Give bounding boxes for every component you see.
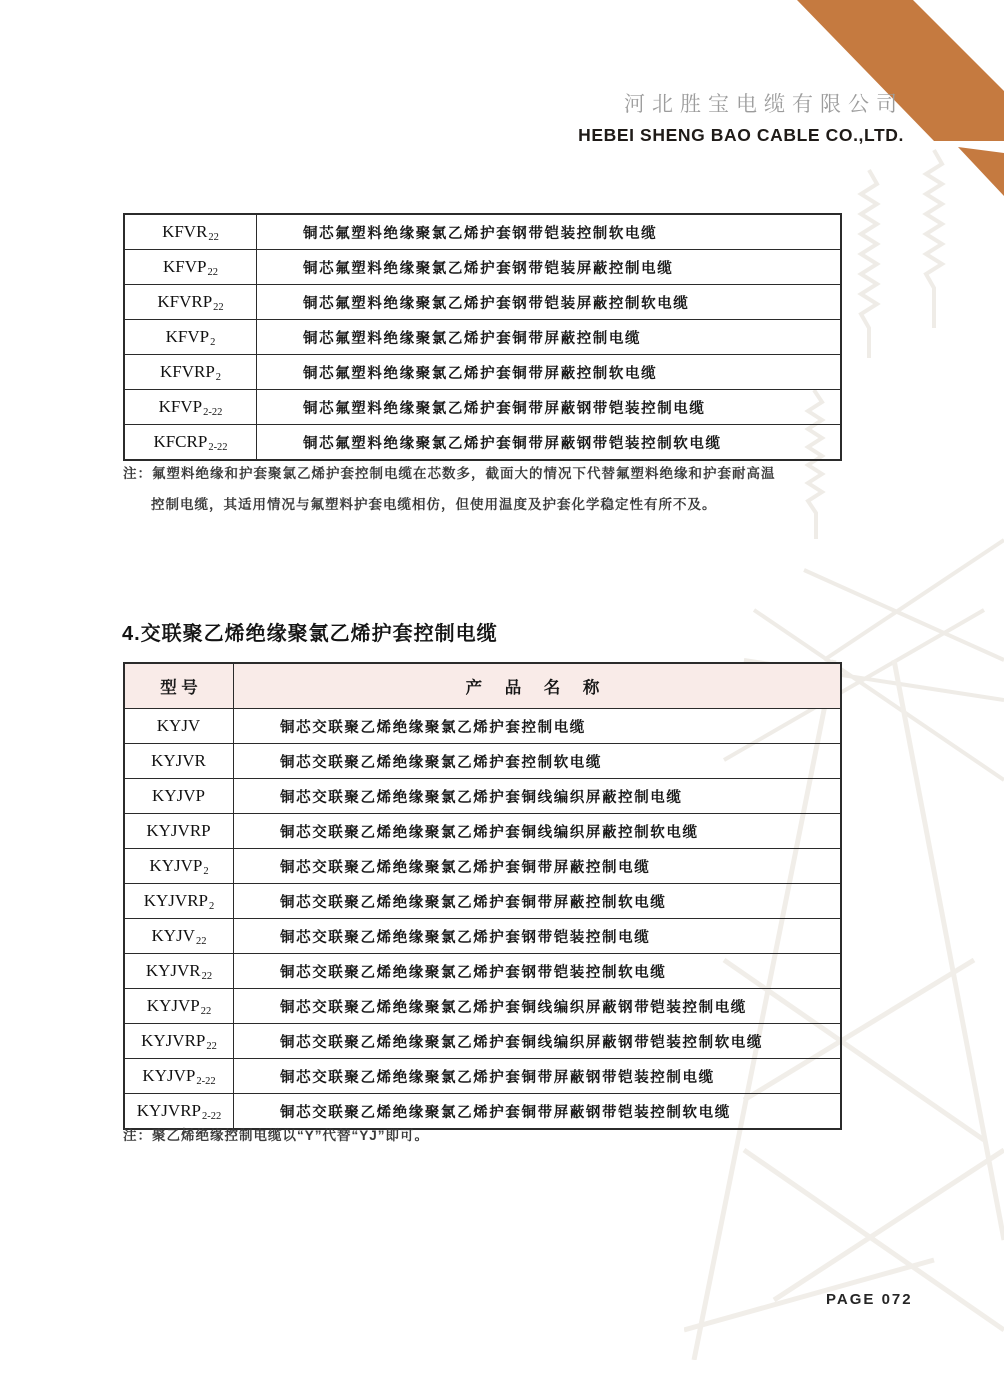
model-code-subscript: 2-22 <box>196 1075 216 1087</box>
model-code: KYJVRP <box>143 891 208 910</box>
model-code: KFVRP <box>159 362 215 381</box>
table-row <box>125 848 840 883</box>
model-code: KYJVP <box>149 856 203 875</box>
note-line-2: 控制电缆，其适用情况与氟塑料护套电缆相仿，但使用温度及护套化学稳定性有所不及。 <box>151 497 717 512</box>
table-header-row <box>125 664 840 708</box>
model-code-cell <box>125 849 234 883</box>
model-code-subscript: 22 <box>208 231 219 243</box>
model-code: KYJVP <box>146 996 200 1015</box>
model-code-cell <box>125 709 234 743</box>
table-row <box>125 1058 840 1093</box>
product-name-cell: 铜芯氟塑料绝缘聚氯乙烯护套钢带铠装控制软电缆 <box>303 225 658 242</box>
product-name-cell: 铜芯氟塑料绝缘聚氯乙烯护套钢带铠装屏蔽控制软电缆 <box>303 295 690 312</box>
model-code-subscript: 2-22 <box>203 406 223 418</box>
model-code-cell <box>125 779 234 813</box>
model-code-subscript: 22 <box>207 266 218 278</box>
table-row <box>125 918 840 953</box>
model-code-subscript: 22 <box>200 1005 212 1017</box>
table-row <box>125 743 840 778</box>
model-code-cell <box>125 1059 234 1093</box>
product-name-cell: 铜芯交联聚乙烯绝缘聚氯乙烯护套钢带铠装控制电缆 <box>280 929 651 946</box>
product-name-cell: 铜芯交联聚乙烯绝缘聚氯乙烯护套铜线编织屏蔽钢带铠装控制电缆 <box>280 999 747 1016</box>
model-code: KFCRP <box>153 432 208 451</box>
fluoroplastic-cable-table <box>123 213 842 461</box>
model-code: KYJVRP <box>141 1031 206 1050</box>
model-code: KFVP <box>158 397 203 416</box>
product-name-cell: 铜芯氟塑料绝缘聚氯乙烯护套铜带屏蔽钢带铠装控制软电缆 <box>303 435 722 452</box>
product-name-cell: 铜芯交联聚乙烯绝缘聚氯乙烯护套控制软电缆 <box>280 754 602 771</box>
xlpe-cable-table <box>123 662 842 1130</box>
table-row <box>125 215 840 249</box>
model-code-cell <box>125 884 234 918</box>
company-name-chinese: 河北胜宝电缆有限公司 <box>624 93 904 116</box>
model-code-subscript: 2-22 <box>208 441 228 453</box>
model-code: KYJVR <box>151 751 206 770</box>
model-code-cell <box>125 215 257 249</box>
table-row <box>125 1023 840 1058</box>
product-name-cell: 铜芯交联聚乙烯绝缘聚氯乙烯护套铜带屏蔽钢带铠装控制软电缆 <box>280 1104 731 1121</box>
table-row <box>125 389 840 424</box>
model-code-cell <box>125 390 257 424</box>
product-name-cell: 铜芯氟塑料绝缘聚氯乙烯护套铜带屏蔽钢带铠装控制电缆 <box>303 400 706 417</box>
table-row <box>125 249 840 284</box>
product-name-cell: 铜芯交联聚乙烯绝缘聚氯乙烯护套控制电缆 <box>280 719 586 736</box>
model-code-cell <box>125 250 257 284</box>
model-code-cell <box>125 954 234 988</box>
model-code-cell <box>125 744 234 778</box>
page-number: PAGE 072 <box>826 1291 913 1308</box>
model-code: KYJVRP <box>136 1101 201 1120</box>
table-row <box>125 813 840 848</box>
product-name-cell: 铜芯交联聚乙烯绝缘聚氯乙烯护套铜线编织屏蔽控制电缆 <box>280 789 683 806</box>
table-row <box>125 953 840 988</box>
model-code-cell <box>125 285 257 319</box>
product-name-cell: 铜芯交联聚乙烯绝缘聚氯乙烯护套钢带铠装控制软电缆 <box>280 964 667 981</box>
column-header-product-name: 产 品 名 称 <box>465 679 609 697</box>
table-row <box>125 708 840 743</box>
table1-note <box>123 458 776 520</box>
model-code-subscript: 22 <box>201 970 213 982</box>
model-code-subscript: 2-22 <box>202 1110 222 1122</box>
product-name-cell: 铜芯交联聚乙烯绝缘聚氯乙烯护套铜带屏蔽钢带铠装控制电缆 <box>280 1069 715 1086</box>
accent-band-corner <box>958 147 1004 196</box>
product-name-cell: 铜芯交联聚乙烯绝缘聚氯乙烯护套铜线编织屏蔽控制软电缆 <box>280 824 699 841</box>
model-code-subscript: 22 <box>206 1040 217 1052</box>
model-code-subscript: 2 <box>209 900 215 912</box>
model-code: KYJV <box>156 716 201 735</box>
company-name-english: HEBEI SHENG BAO CABLE CO.,LTD. <box>578 125 904 145</box>
model-code: KYJV <box>151 926 195 945</box>
company-header <box>578 88 904 146</box>
column-header-model: 型 号 <box>125 664 234 708</box>
product-name-cell: 铜芯氟塑料绝缘聚氯乙烯护套钢带铠装屏蔽控制电缆 <box>303 260 674 277</box>
model-code: KYJVRP <box>146 821 211 840</box>
model-code: KYJVP <box>142 1066 196 1085</box>
table-row <box>125 988 840 1023</box>
table-row <box>125 284 840 319</box>
model-code-subscript: 2 <box>215 371 222 383</box>
model-code: KFVRP <box>157 292 213 311</box>
model-code-cell <box>125 814 234 848</box>
table-row <box>125 319 840 354</box>
model-code-subscript: 22 <box>213 301 224 313</box>
table-row <box>125 778 840 813</box>
product-name-cell: 铜芯交联聚乙烯绝缘聚氯乙烯护套铜线编织屏蔽钢带铠装控制软电缆 <box>280 1034 763 1051</box>
model-code-cell <box>125 355 257 389</box>
note-text: 注：聚乙烯绝缘控制电缆以“Y”代替“YJ”即可。 <box>123 1128 430 1143</box>
table2-note <box>123 1120 429 1151</box>
model-code-subscript: 2 <box>203 865 209 877</box>
model-code: KFVP <box>163 257 207 276</box>
model-code-cell <box>125 320 257 354</box>
section-heading: 4.交联聚乙烯绝缘聚氯乙烯护套控制电缆 <box>122 623 498 645</box>
model-code: KYJVR <box>145 961 201 980</box>
model-code-subscript: 2 <box>210 336 216 348</box>
model-code: KYJVP <box>152 786 205 805</box>
table-row <box>125 354 840 389</box>
model-code-cell <box>125 425 257 459</box>
product-name-cell: 铜芯交联聚乙烯绝缘聚氯乙烯护套铜带屏蔽控制电缆 <box>280 859 651 876</box>
model-code-cell <box>125 1024 234 1058</box>
model-code-subscript: 22 <box>195 935 207 947</box>
table-row <box>125 424 840 459</box>
table-row <box>125 883 840 918</box>
product-name-cell: 铜芯氟塑料绝缘聚氯乙烯护套铜带屏蔽控制电缆 <box>303 330 642 347</box>
note-line-1: 注：氟塑料绝缘和护套聚氯乙烯护套控制电缆在芯数多，截面大的情况下代替氟塑料绝缘和护套耐高温 <box>123 466 776 481</box>
model-code-cell <box>125 989 234 1023</box>
model-code-cell <box>125 919 234 953</box>
model-code: KFVP <box>165 327 210 346</box>
product-name-cell: 铜芯氟塑料绝缘聚氯乙烯护套铜带屏蔽控制软电缆 <box>303 365 658 382</box>
model-code: KFVR <box>162 222 208 241</box>
product-name-cell: 铜芯交联聚乙烯绝缘聚氯乙烯护套铜带屏蔽控制软电缆 <box>280 894 667 911</box>
